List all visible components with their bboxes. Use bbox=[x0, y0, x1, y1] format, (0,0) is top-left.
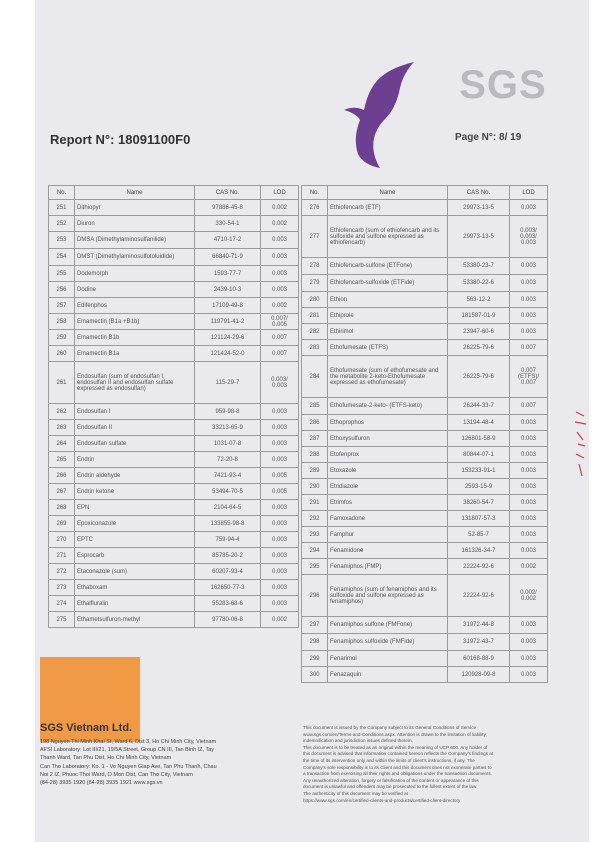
cas-number: 121424-52-0 bbox=[195, 346, 261, 362]
lod-value: 0.007 bbox=[261, 346, 299, 362]
row-number: 260 bbox=[49, 346, 75, 362]
cas-number: 121124-29-6 bbox=[195, 330, 261, 346]
cas-number: 2104-64-5 bbox=[195, 500, 261, 516]
cas-number: 53380-23-7 bbox=[448, 258, 510, 275]
table-row bbox=[302, 559, 548, 575]
disclaimer-line: Company's sole responsibility is to its Client and this document does not exonerate parties to bbox=[303, 764, 492, 770]
substance-name: Esprocarb bbox=[75, 548, 195, 564]
row-number: 278 bbox=[302, 258, 328, 275]
row-number: 293 bbox=[302, 527, 328, 543]
row-number: 268 bbox=[49, 500, 75, 516]
table-row bbox=[49, 200, 299, 216]
table-row bbox=[49, 484, 299, 500]
table-row bbox=[302, 275, 548, 292]
cas-number: 153233-91-1 bbox=[448, 463, 510, 479]
substance-name: Fenamiphos sulfoxide (FMFide) bbox=[328, 634, 448, 651]
substance-name: Dodemorph bbox=[75, 266, 195, 282]
lod-value: 0.003 bbox=[510, 200, 548, 216]
row-number: 270 bbox=[49, 532, 75, 548]
row-number: 265 bbox=[49, 452, 75, 468]
table-row bbox=[49, 346, 299, 362]
row-number: 271 bbox=[49, 548, 75, 564]
row-number: 274 bbox=[49, 596, 75, 612]
table-row bbox=[302, 216, 548, 258]
row-number: 294 bbox=[302, 543, 328, 559]
column-header-cas: CAS No. bbox=[448, 186, 510, 200]
table-row bbox=[49, 548, 299, 564]
table-row bbox=[302, 495, 548, 511]
lod-value: 0.003 bbox=[261, 596, 299, 612]
cas-number: 181587-01-9 bbox=[448, 308, 510, 324]
disclaimer-line: Any unauthorized alteration, forgery or falsification of the content or appearance of this bbox=[303, 777, 479, 783]
lod-value: 0.003 bbox=[261, 266, 299, 282]
substance-name: Endrin bbox=[75, 452, 195, 468]
lod-value: 0.003 bbox=[261, 452, 299, 468]
substance-name: EPN bbox=[75, 500, 195, 516]
substance-name: Ethofumesate (ETFS) bbox=[328, 340, 448, 356]
row-number: 255 bbox=[49, 266, 75, 282]
lod-value: 0.003 bbox=[510, 617, 548, 634]
table-row bbox=[49, 436, 299, 452]
table-row bbox=[49, 362, 299, 404]
pesticide-table-left bbox=[48, 185, 299, 628]
column-header-no: No. bbox=[49, 186, 75, 200]
lod-value: 0.003 bbox=[510, 511, 548, 527]
substance-name: Ethiofencarb (sum of ethiofencarb and its sulfoxide and sulfone expressed as ethiofencarb) bbox=[328, 216, 448, 258]
table-row bbox=[49, 516, 299, 532]
table-row bbox=[49, 216, 299, 232]
table-row bbox=[302, 324, 548, 340]
row-number: 297 bbox=[302, 617, 328, 634]
row-number: 251 bbox=[49, 200, 75, 216]
cas-number: 133855-98-8 bbox=[195, 516, 261, 532]
column-header-name: Name bbox=[328, 186, 448, 200]
table-row bbox=[302, 575, 548, 617]
row-number: 254 bbox=[49, 249, 75, 266]
lod-value: 0.003 bbox=[510, 275, 548, 292]
row-number: 273 bbox=[49, 580, 75, 596]
table-row bbox=[49, 500, 299, 516]
lod-value: 0.007 bbox=[261, 330, 299, 346]
substance-name: Ethiofencarb-sulfone (ETFone) bbox=[328, 258, 448, 275]
table-row bbox=[302, 340, 548, 356]
lod-value: 0.003 bbox=[261, 249, 299, 266]
column-header-no: No. bbox=[302, 186, 328, 200]
table-row bbox=[49, 452, 299, 468]
substance-name: Diuron bbox=[75, 216, 195, 232]
cas-number: 97886-45-8 bbox=[195, 200, 261, 216]
lod-value: 0.003 bbox=[510, 495, 548, 511]
red-stamp-mark bbox=[572, 410, 590, 480]
sgs-logo bbox=[447, 63, 559, 115]
table-row bbox=[49, 314, 299, 330]
lod-value: 0.003 bbox=[261, 516, 299, 532]
substance-name: Fenamiphos sulfone (FMFone) bbox=[328, 617, 448, 634]
lod-value: 0.005 bbox=[261, 484, 299, 500]
lod-value: 0.002/ 0.002 bbox=[510, 575, 548, 617]
row-number: 287 bbox=[302, 431, 328, 447]
pesticide-table-right bbox=[301, 185, 548, 683]
table-header-row bbox=[49, 186, 299, 200]
substance-name: Etridiazole bbox=[328, 479, 448, 495]
lod-value: 0.003 bbox=[261, 564, 299, 580]
substance-name: EPTC bbox=[75, 532, 195, 548]
substance-name: Ethaboxam bbox=[75, 580, 195, 596]
company-name: SGS Vietnam Ltd. bbox=[40, 722, 133, 734]
disclaimer-line: document is unlawful and offenders may be prosecuted to the fullest extent of the law. bbox=[303, 784, 478, 790]
lod-value: 0.003 bbox=[510, 543, 548, 559]
cas-number: 126801-58-9 bbox=[448, 431, 510, 447]
row-number: 275 bbox=[49, 612, 75, 628]
cas-number: 330-54-1 bbox=[195, 216, 261, 232]
cas-number: 80844-07-1 bbox=[448, 447, 510, 463]
row-number: 266 bbox=[49, 468, 75, 484]
lod-value: 0.003 bbox=[510, 651, 548, 667]
eagle-watermark-icon bbox=[340, 58, 416, 168]
cas-number: 38260-54-7 bbox=[448, 495, 510, 511]
cas-number: 7421-93-4 bbox=[195, 468, 261, 484]
address-line: Can Tho Laboratory: Ko. 1 - Vo Nguyen Giap Ave, Tan Phu Thanh, Chau bbox=[40, 763, 217, 770]
lod-value: 0.002 bbox=[261, 216, 299, 232]
cas-number: 52-85-7 bbox=[448, 527, 510, 543]
table-row bbox=[49, 232, 299, 249]
cas-number: 22224-92-6 bbox=[448, 575, 510, 617]
row-number: 256 bbox=[49, 282, 75, 298]
row-number: 299 bbox=[302, 651, 328, 667]
table-row bbox=[302, 398, 548, 415]
table-row bbox=[49, 282, 299, 298]
cas-number: 29973-13-5 bbox=[448, 216, 510, 258]
lod-value: 0.003 bbox=[261, 548, 299, 564]
table-row bbox=[302, 479, 548, 495]
substance-name: Emamectin (B1a +B1b) bbox=[75, 314, 195, 330]
lod-value: 0.003 bbox=[510, 447, 548, 463]
cas-number: 2593-15-9 bbox=[448, 479, 510, 495]
report-number: Report N°: 18091100F0 bbox=[50, 132, 191, 147]
substance-name: Endosulfan (sum of endosulfan I, endosulfan II and endosulfan sulfate expressed as endosulfan) bbox=[75, 362, 195, 404]
lod-value: 0.003 bbox=[261, 580, 299, 596]
row-number: 283 bbox=[302, 340, 328, 356]
substance-name: Endosulfan II bbox=[75, 420, 195, 436]
row-number: 272 bbox=[49, 564, 75, 580]
cas-number: 115-29-7 bbox=[195, 362, 261, 404]
table-row bbox=[302, 447, 548, 463]
row-number: 258 bbox=[49, 314, 75, 330]
column-header-lod: LOD bbox=[261, 186, 299, 200]
row-number: 281 bbox=[302, 308, 328, 324]
verification-link[interactable]: https://www.sgs.com/en/certified-clients-and-products/certified-client-directory bbox=[303, 797, 461, 803]
substance-name: Ethalfluralin bbox=[75, 596, 195, 612]
table-row bbox=[49, 404, 299, 420]
substance-name: Fenamiphos (FMP) bbox=[328, 559, 448, 575]
table-row bbox=[302, 415, 548, 431]
disclaimer-line: a transaction from exercising all their rights and obligations under the transaction documents. bbox=[303, 771, 492, 777]
cas-number: 97780-06-8 bbox=[195, 612, 261, 628]
lod-value: 0.007 bbox=[510, 340, 548, 356]
disclaimer-link[interactable]: www.sgs.com/en/Terms-and-Conditions.aspx. Attention is drawn to the limitation of liability, bbox=[303, 731, 487, 737]
substance-name: Ethiofencarb-sulfoxide (ETFide) bbox=[328, 275, 448, 292]
cas-number: 119791-41-2 bbox=[195, 314, 261, 330]
lod-value: 0.003 bbox=[510, 463, 548, 479]
substance-name: Endrin aldehyde bbox=[75, 468, 195, 484]
cas-number: 131807-57-3 bbox=[448, 511, 510, 527]
cas-number: 162650-77-3 bbox=[195, 580, 261, 596]
substance-name: Famphur bbox=[328, 527, 448, 543]
address-line: Noi 2 IZ, Phuoc Thoi Ward, O Mon Dist, Can Tho City, Vietnam bbox=[40, 771, 193, 778]
row-number: 252 bbox=[49, 216, 75, 232]
row-number: 290 bbox=[302, 479, 328, 495]
cas-number: 72-20-8 bbox=[195, 452, 261, 468]
substance-name: Ethirimol bbox=[328, 324, 448, 340]
table-row bbox=[49, 266, 299, 282]
lod-value: 0.003 bbox=[510, 292, 548, 308]
lod-value: 0.007/ 0.005 bbox=[261, 314, 299, 330]
lod-value: 0.003 bbox=[510, 415, 548, 431]
table-row bbox=[49, 612, 299, 628]
substance-name: Fenarimol bbox=[328, 651, 448, 667]
cas-number: 22224-92-6 bbox=[448, 559, 510, 575]
lod-value: 0.002 bbox=[261, 298, 299, 314]
substance-name: Ethoprophos bbox=[328, 415, 448, 431]
table-row bbox=[49, 580, 299, 596]
row-number: 289 bbox=[302, 463, 328, 479]
table-row bbox=[49, 564, 299, 580]
substance-name: Etoxazole bbox=[328, 463, 448, 479]
cas-number: 563-12-2 bbox=[448, 292, 510, 308]
lod-value: 0.002 bbox=[261, 200, 299, 216]
row-number: 269 bbox=[49, 516, 75, 532]
table-row bbox=[49, 468, 299, 484]
row-number: 262 bbox=[49, 404, 75, 420]
row-number: 285 bbox=[302, 398, 328, 415]
lod-value: 0.003/ 0.003/ 0.003 bbox=[510, 216, 548, 258]
cas-number: 2439-10-3 bbox=[195, 282, 261, 298]
row-number: 279 bbox=[302, 275, 328, 292]
substance-name: Edifenphos bbox=[75, 298, 195, 314]
row-number: 286 bbox=[302, 415, 328, 431]
cas-number: 1031-07-8 bbox=[195, 436, 261, 452]
cas-number: 17109-49-8 bbox=[195, 298, 261, 314]
row-number: 300 bbox=[302, 667, 328, 683]
substance-name: Ethion bbox=[328, 292, 448, 308]
lod-value: 0.003 bbox=[510, 431, 548, 447]
table-row bbox=[49, 249, 299, 266]
row-number: 295 bbox=[302, 559, 328, 575]
table-row bbox=[302, 463, 548, 479]
substance-name: DMST (Dimethylaminosulfotoluidide) bbox=[75, 249, 195, 266]
page-number: Page N°: 8/ 19 bbox=[455, 132, 522, 143]
table-row bbox=[49, 330, 299, 346]
lod-value: 0.003 bbox=[510, 527, 548, 543]
column-header-lod: LOD bbox=[510, 186, 548, 200]
row-number: 291 bbox=[302, 495, 328, 511]
table-header-row bbox=[302, 186, 548, 200]
sgs-logo-text: SGS bbox=[459, 63, 547, 107]
lod-value: 0.003 bbox=[261, 404, 299, 420]
table-row bbox=[302, 651, 548, 667]
cas-number: 4710-17-2 bbox=[195, 232, 261, 249]
cas-number: 60168-88-9 bbox=[448, 651, 510, 667]
lod-value: 0.003 bbox=[510, 667, 548, 683]
contact-line: (84-28) 3935 1920 (84-28) 3935 1921 www.sgs.vn bbox=[40, 780, 163, 787]
table-row bbox=[302, 258, 548, 275]
substance-name: Famoxadone bbox=[328, 511, 448, 527]
disclaimer-line: This document is to be treated as an original within the meaning of UCP 600. Any holder of bbox=[303, 744, 488, 750]
lod-value: 0.003 bbox=[510, 258, 548, 275]
lod-value: 0.003 bbox=[510, 324, 548, 340]
row-number: 261 bbox=[49, 362, 75, 404]
column-header-name: Name bbox=[75, 186, 195, 200]
substance-name: Ethiprole bbox=[328, 308, 448, 324]
table-row bbox=[302, 200, 548, 216]
lod-value: 0.003/ 0.003 bbox=[261, 362, 299, 404]
table-row bbox=[302, 527, 548, 543]
lod-value: 0.002 bbox=[261, 612, 299, 628]
substance-name: Endosulfan I bbox=[75, 404, 195, 420]
substance-name: Etrimfos bbox=[328, 495, 448, 511]
cas-number: 55283-68-6 bbox=[195, 596, 261, 612]
lod-value: 0.003 bbox=[510, 479, 548, 495]
lod-value: 0.003 bbox=[261, 500, 299, 516]
cas-number: 13194-48-4 bbox=[448, 415, 510, 431]
cas-number: 85785-20-2 bbox=[195, 548, 261, 564]
table-row bbox=[302, 431, 548, 447]
row-number: 253 bbox=[49, 232, 75, 249]
address-line: AFSI Laboratory: Lot III/21, 19/5A Street, Group CN III, Tan Binh IZ, Tay bbox=[40, 747, 215, 754]
table-row bbox=[302, 617, 548, 634]
substance-name: Emamectin B1a bbox=[75, 346, 195, 362]
disclaimer-line: This document is issued by the Company subject to its General Conditions of Service bbox=[303, 725, 477, 730]
substance-name: Dithiopyr bbox=[75, 200, 195, 216]
column-header-cas: CAS No. bbox=[195, 186, 261, 200]
table-row bbox=[302, 634, 548, 651]
cas-number: 759-94-4 bbox=[195, 532, 261, 548]
substance-name: Ethofumesate-2-keto- (ETFS-keto) bbox=[328, 398, 448, 415]
cas-number: 53380-22-6 bbox=[448, 275, 510, 292]
cas-number: 26225-79-6 bbox=[448, 356, 510, 398]
lod-value: 0.003 bbox=[261, 420, 299, 436]
substance-name: Fenamiphos (sum of fenamiphos and its sulfoxide and sulfone expressed as fenamiphos) bbox=[328, 575, 448, 617]
cas-number: 29973-13-5 bbox=[448, 200, 510, 216]
row-number: 276 bbox=[302, 200, 328, 216]
table-row bbox=[302, 356, 548, 398]
row-number: 288 bbox=[302, 447, 328, 463]
lod-value: 0.003 bbox=[261, 532, 299, 548]
cas-number: 23947-60-6 bbox=[448, 324, 510, 340]
row-number: 277 bbox=[302, 216, 328, 258]
lod-value: 0.003 bbox=[261, 282, 299, 298]
table-row bbox=[49, 298, 299, 314]
row-number: 282 bbox=[302, 324, 328, 340]
cas-number: 31972-43-7 bbox=[448, 634, 510, 651]
cas-number: 33213-65-9 bbox=[195, 420, 261, 436]
substance-name: Ethoxysulfuron bbox=[328, 431, 448, 447]
cas-number: 161326-34-7 bbox=[448, 543, 510, 559]
table-row bbox=[49, 596, 299, 612]
row-number: 259 bbox=[49, 330, 75, 346]
cas-number: 31972-44-8 bbox=[448, 617, 510, 634]
substance-name: Dodine bbox=[75, 282, 195, 298]
row-number: 264 bbox=[49, 436, 75, 452]
substance-name: Etaconazole (sum) bbox=[75, 564, 195, 580]
lod-value: 0.003 bbox=[261, 436, 299, 452]
row-number: 284 bbox=[302, 356, 328, 398]
address-line: Thanh Ward, Tan Phu Dist, Ho Chi Minh City, Vietnam bbox=[40, 755, 172, 762]
disclaimer-line: indemnification and jurisdiction issues defined therein. bbox=[303, 738, 413, 744]
company-address bbox=[40, 738, 292, 787]
table-row bbox=[302, 292, 548, 308]
cas-number: 66840-71-9 bbox=[195, 249, 261, 266]
row-number: 267 bbox=[49, 484, 75, 500]
substance-name: Endosulfan sulfate bbox=[75, 436, 195, 452]
table-row bbox=[302, 511, 548, 527]
substance-name: Emamectin B1b bbox=[75, 330, 195, 346]
row-number: 298 bbox=[302, 634, 328, 651]
substance-name: DMSA (Dimethylaminosulfanilide) bbox=[75, 232, 195, 249]
substance-name: Fenazaquin bbox=[328, 667, 448, 683]
row-number: 280 bbox=[302, 292, 328, 308]
lod-value: 0.003 bbox=[510, 308, 548, 324]
cas-number: 60207-93-4 bbox=[195, 564, 261, 580]
table-row bbox=[49, 420, 299, 436]
disclaimer-line: this document is advised that information contained hereon reflects the Company's findings at bbox=[303, 751, 494, 757]
cas-number: 959-98-8 bbox=[195, 404, 261, 420]
lod-value: 0.003 bbox=[510, 634, 548, 651]
substance-name: Ethofumesate (sum of ethofumesate and the metabolite 2-keto-Ethofumesate expressed as ethofumesate) bbox=[328, 356, 448, 398]
lod-value: 0.002 bbox=[510, 559, 548, 575]
substance-name: Ethametsulfuron-methyl bbox=[75, 612, 195, 628]
row-number: 257 bbox=[49, 298, 75, 314]
legal-disclaimer bbox=[303, 725, 555, 804]
table-row bbox=[302, 667, 548, 683]
table-row bbox=[49, 532, 299, 548]
row-number: 296 bbox=[302, 575, 328, 617]
lod-value: 0.003 bbox=[261, 232, 299, 249]
cas-number: 53494-70-5 bbox=[195, 484, 261, 500]
table-row bbox=[302, 308, 548, 324]
disclaimer-line: the time of its intervention only and within the limits of client's instructions, if any. The bbox=[303, 757, 475, 763]
lod-value: 0.007 (ETFS)/ 0.007 bbox=[510, 356, 548, 398]
lod-value: 0.007 bbox=[510, 398, 548, 415]
cas-number: 1593-77-7 bbox=[195, 266, 261, 282]
row-number: 263 bbox=[49, 420, 75, 436]
disclaimer-line: The authenticity of this document may be verified at bbox=[303, 790, 408, 796]
substance-name: Ethiofencarb (ETF) bbox=[328, 200, 448, 216]
lod-value: 0.005 bbox=[261, 468, 299, 484]
address-line: 198 Nguyen Thi Minh Khai St, Ward 6, Dist 3, Ho Chi Minh City, Vietnam bbox=[40, 739, 217, 745]
table-row bbox=[302, 543, 548, 559]
cas-number: 26225-79-6 bbox=[448, 340, 510, 356]
row-number: 292 bbox=[302, 511, 328, 527]
cas-number: 26244-33-7 bbox=[448, 398, 510, 415]
substance-name: Etofenprox bbox=[328, 447, 448, 463]
substance-name: Fenamidone bbox=[328, 543, 448, 559]
substance-name: Epoxiconazole bbox=[75, 516, 195, 532]
cas-number: 120928-09-8 bbox=[448, 667, 510, 683]
substance-name: Endrin ketone bbox=[75, 484, 195, 500]
